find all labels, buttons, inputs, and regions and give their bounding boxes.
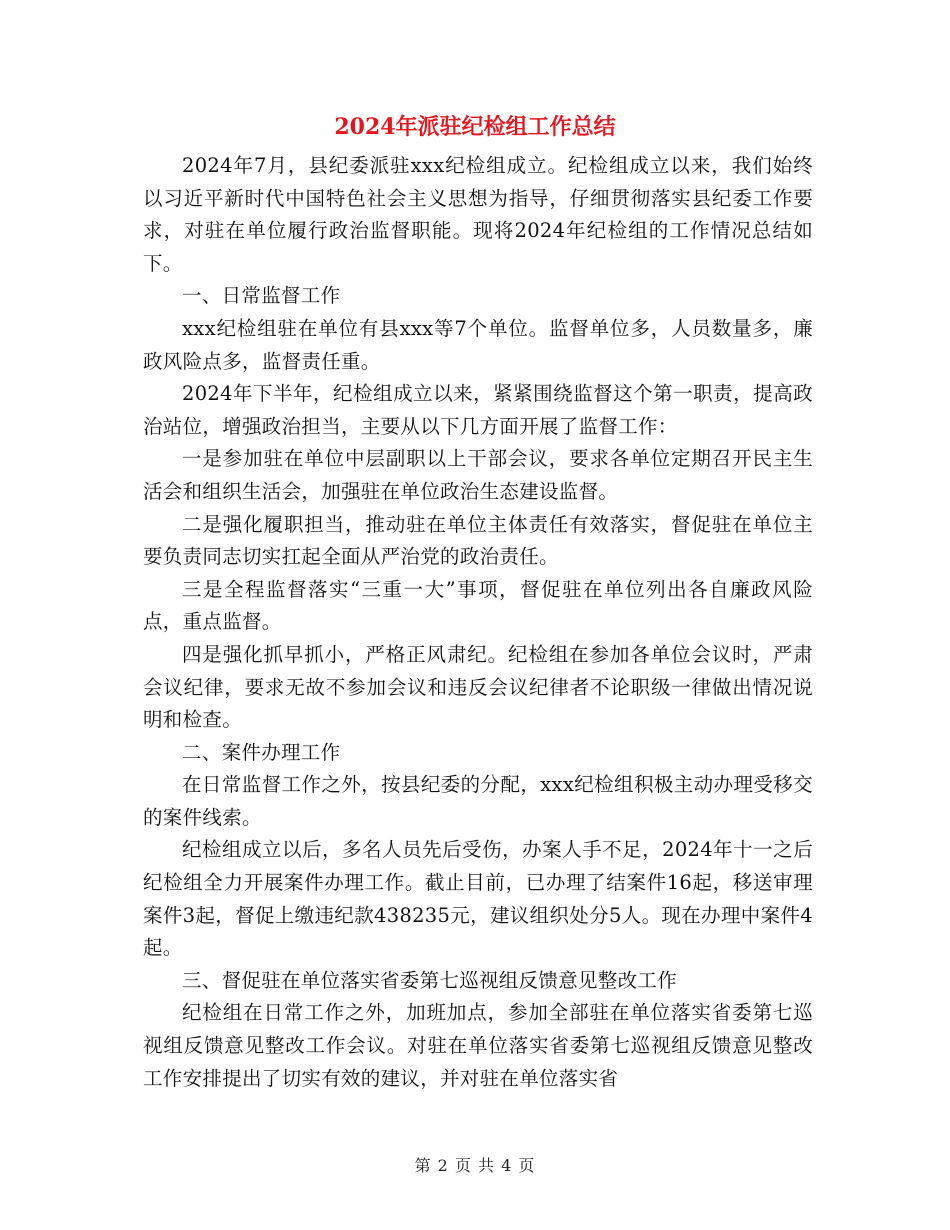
document-body (143, 150, 813, 1095)
section-heading-case-handling: 二、案件办理工作 (182, 740, 341, 764)
intro-paragraph: 2024年7月，县纪委派驻xxx纪检组成立。纪检组成立以来，我们始终以习近平新时代中国特色社会主义思想为指导，仔细贯彻落实县纪委工作要求，对驻在单位履行政治监督职能。现将2024年纪检组的工作情况总结如下。 (143, 154, 813, 275)
paragraph: 2024年下半年，纪检组成立以来，紧紧围绕监督这个第一职责，提高政治站位，增强政治担当，主要从以下几方面开展了监督工作： (143, 382, 813, 438)
paragraph: 纪检组成立以后，多名人员先后受伤，办案人手不足，2024年十一之后纪检组全力开展案件办理工作。截止目前，已办理了结案件16起，移送审理案件3起，督促上缴违纪款438235元，建议组织处分5人。现在办理中案件4起。 (143, 838, 813, 960)
paragraph: 纪检组在日常工作之外，加班加点，参加全部驻在单位落实省委第七巡视组反馈意见整改工作会议。对驻在单位落实省委第七巡视组反馈意见整改工作安排提出了切实有效的建议，并对驻在单位落实省 (143, 1001, 813, 1090)
page-footer: 第 2 页 共 4 页 (414, 1156, 536, 1175)
document-title: 2024年派驻纪检组工作总结 (334, 114, 616, 140)
paragraph: xxx纪检组驻在单位有县xxx等7个单位。监督单位多，人员数量多，廉政风险点多，监督责任重。 (143, 316, 813, 373)
section-heading-daily-supervision: 一、日常监督工作 (182, 284, 341, 308)
section-heading-rectification: 三、督促驻在单位落实省委第七巡视组反馈意见整改工作 (182, 968, 678, 992)
paragraph: 在日常监督工作之外，按县纪委的分配，xxx纪检组积极主动办理受移交的案件线索。 (143, 773, 813, 829)
list-item-paragraph: 三是全程监督落实“三重一大”事项，督促驻在单位列出各自廉政风险点，重点监督。 (143, 577, 813, 634)
list-item-paragraph: 四是强化抓早抓小，严格正风肃纪。纪检组在参加各单位会议时，严肃会议纪律，要求无故不参加会议和违反会议纪律者不论职级一律做出情况说明和检查。 (143, 642, 813, 732)
list-item-paragraph: 一是参加驻在单位中层副职以上干部会议，要求各单位定期召开民主生活会和组织生活会，加强驻在单位政治生态建设监督。 (143, 447, 813, 503)
list-item-paragraph: 二是强化履职担当，推动驻在单位主体责任有效落实，督促驻在单位主要负责同志切实扛起全面从严治党的政治责任。 (143, 512, 813, 569)
